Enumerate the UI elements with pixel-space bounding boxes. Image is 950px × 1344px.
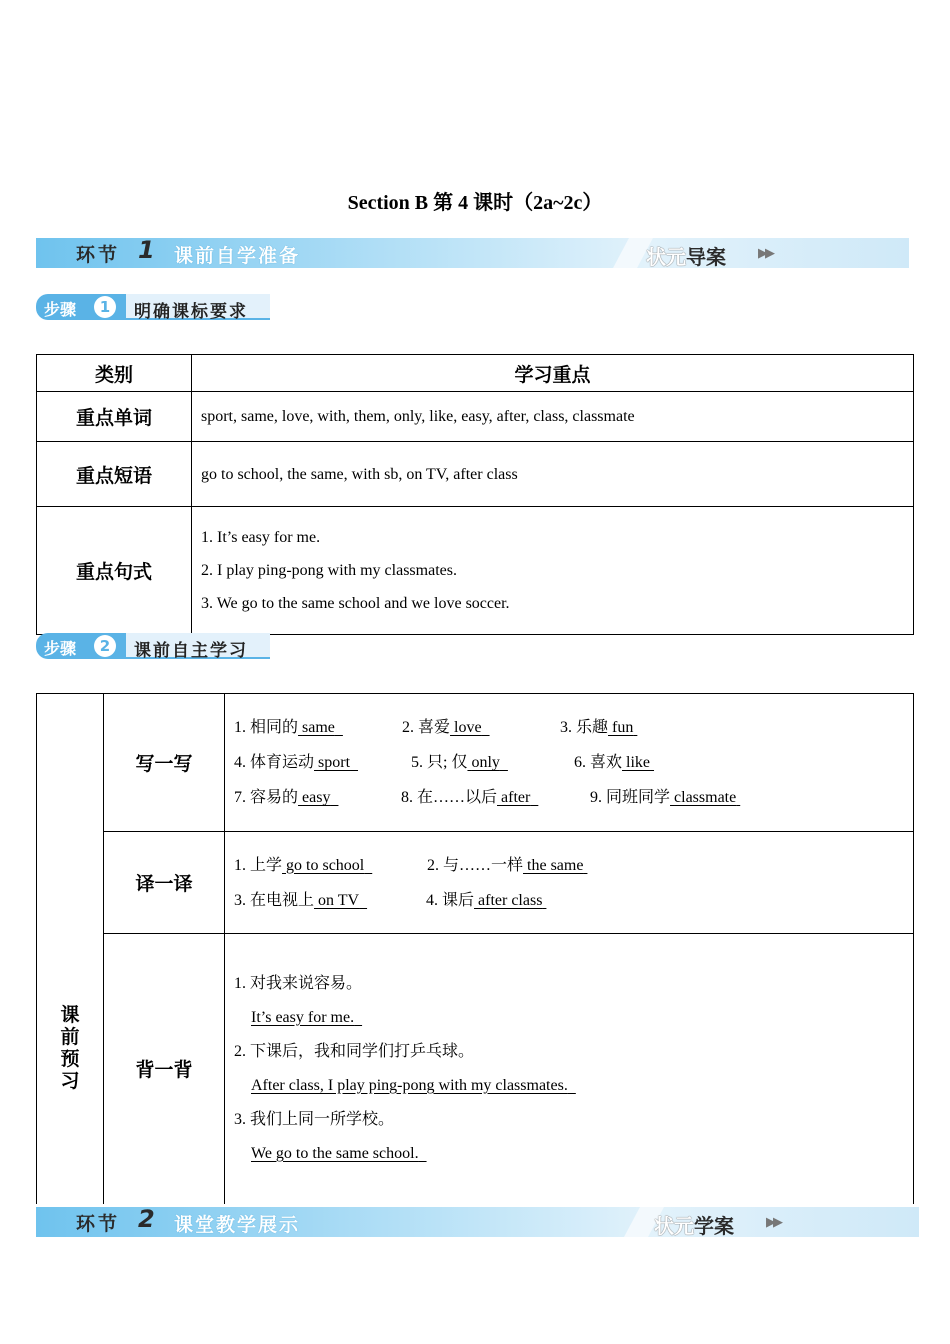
row-key-sentences-label: 重点句式: [37, 507, 192, 635]
row-key-sentences-value: 1. It’s easy for me. 2. I play ping-pong with my classmates. 3. We go to the same school and we love soccer.: [192, 507, 914, 635]
page-title: Section B 第 4 课时（2a~2c）: [347, 192, 603, 214]
step-tag-label: 步骤: [44, 300, 77, 319]
row-key-words-value: sport, same, love, with, them, only, like, easy, after, class, classmate: [192, 392, 914, 442]
step-tag-label: 步骤: [44, 639, 77, 658]
banner-label: 环节: [76, 1213, 121, 1235]
step-tag-1: [36, 294, 270, 320]
header-focus: 学习重点: [192, 355, 914, 392]
double-arrow-icon: ▶▶: [758, 246, 772, 261]
step-tag-2: [36, 633, 270, 659]
row-key-phrases-value: go to school, the same, with sb, on TV, after class: [192, 442, 914, 507]
learning-focus-table: [36, 354, 914, 635]
step-title: 课前自主学习: [134, 641, 248, 661]
step-number-badge: 1: [94, 296, 116, 318]
write-section: 1. 相同的 same 2. 喜爱 love 3. 乐趣 fun 4. 体育运动 sport 5. 只; 仅 only 6. 喜欢 like 7. 容易的 easy 8. 在……以后 after 9. 同班同学 classmate: [225, 694, 914, 832]
banner-right-text: 状元学案: [654, 1214, 734, 1237]
row-key-phrases-label: 重点短语: [37, 442, 192, 507]
double-arrow-icon: ▶▶: [766, 1215, 780, 1230]
banner-title: 课前自学准备: [174, 245, 301, 267]
banner-right-text: 状元导案: [646, 245, 726, 268]
recite-label: 背一背: [104, 934, 225, 1204]
banner-title: 课堂教学展示: [174, 1214, 301, 1236]
section-banner-1: [36, 238, 909, 268]
preview-side-label: 课前预习: [37, 694, 104, 1204]
row-key-words-label: 重点单词: [37, 392, 192, 442]
banner-number: 1: [138, 238, 155, 264]
step-number-badge: 2: [94, 635, 116, 657]
header-category: 类别: [37, 355, 192, 392]
translate-label: 译一译: [104, 832, 225, 934]
step-title: 明确课标要求: [134, 302, 248, 322]
banner-label: 环节: [76, 244, 121, 266]
section-banner-2: [36, 1207, 919, 1237]
preview-table: [36, 693, 914, 1204]
banner-number: 2: [138, 1207, 155, 1233]
translate-section: 1. 上学 go to school 2. 与……一样 the same 3. 在电视上 on TV 4. 课后 after class: [225, 832, 914, 934]
write-label: 写一写: [104, 694, 225, 832]
recite-section: 1. 对我来说容易。 It’s easy for me. 2. 下课后，我和同学们打乒乓球。 After class, I play ping-pong with my classmates. 3. 我们上同一所学校。 We go to the same school.: [225, 934, 914, 1204]
